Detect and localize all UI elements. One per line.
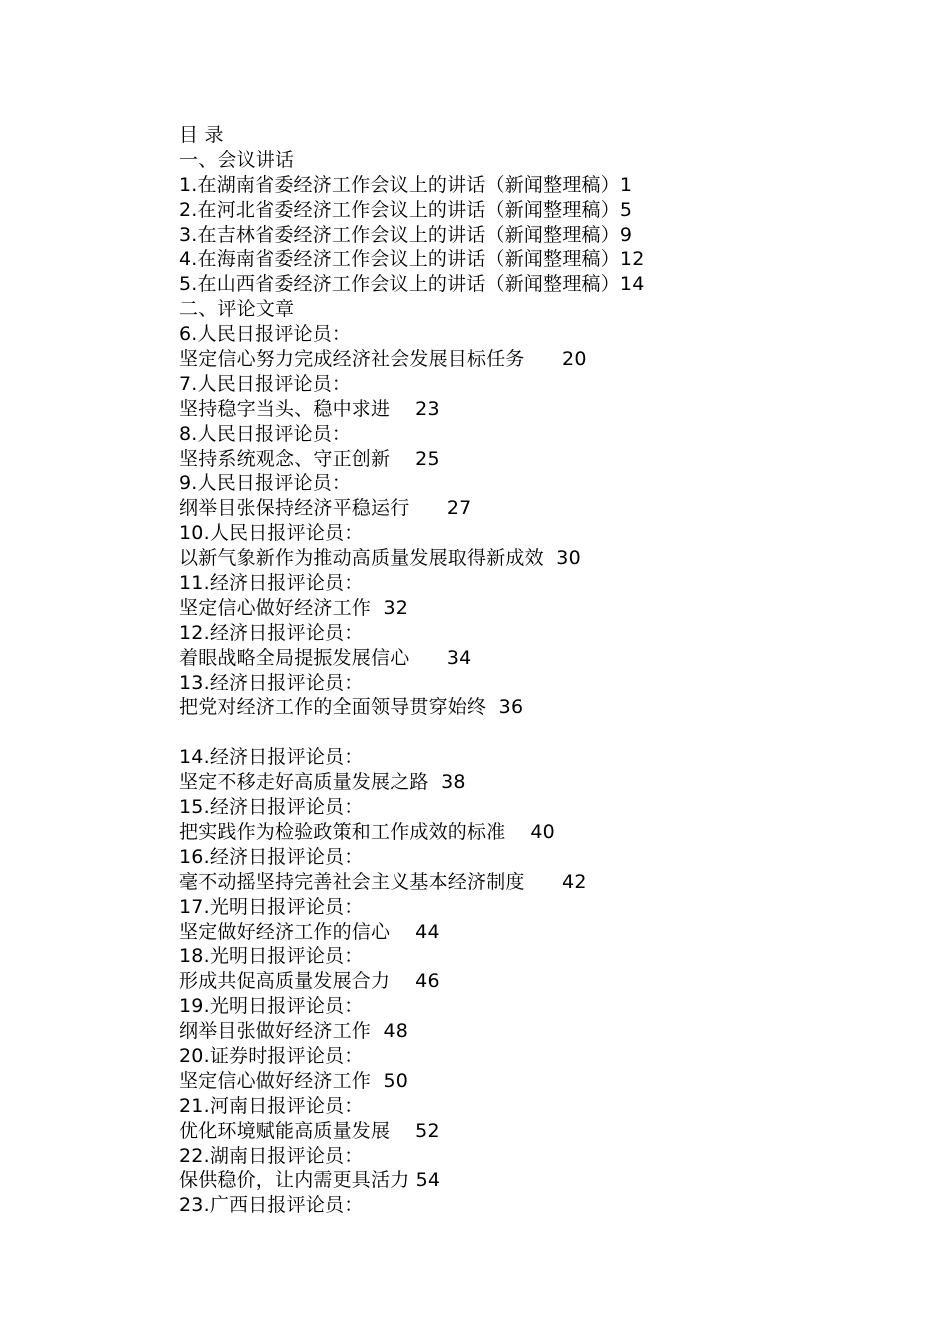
toc-entry-title: 把实践作为检验政策和工作成效的标准 40 xyxy=(179,820,555,843)
toc-entry-title: 坚定不移走好高质量发展之路 38 xyxy=(179,771,466,794)
toc-entry-title: 着眼战略全局提振发展信心 34 xyxy=(179,646,472,669)
toc-entry-author: 13.经济日报评论员： xyxy=(179,671,364,694)
toc-entry: 2.在河北省委经济工作会议上的讲话（新闻整理稿）5 xyxy=(179,198,633,221)
toc-entry-title: 形成共促高质量发展合力 46 xyxy=(179,970,440,993)
toc-entry-author: 7.人民日报评论员： xyxy=(179,372,352,395)
toc-title: 目 录 xyxy=(179,124,224,146)
toc-entry-author: 15.经济日报评论员： xyxy=(179,796,364,819)
toc-entry-title: 坚定做好经济工作的信心 44 xyxy=(179,920,440,943)
toc-entry-title: 毫不动摇坚持完善社会主义基本经济制度 42 xyxy=(179,870,587,893)
toc-entry-author: 10.人民日报评论员： xyxy=(179,522,364,545)
toc-entry-title: 坚定信心做好经济工作 50 xyxy=(179,1069,409,1092)
toc-entry-author: 18.光明日报评论员： xyxy=(179,945,364,968)
toc-entry-author: 19.光明日报评论员： xyxy=(179,995,364,1018)
toc-entry-title: 把党对经济工作的全面领导贯穿始终 36 xyxy=(179,696,524,719)
toc-entry-title: 纲举目张做好经济工作 48 xyxy=(179,1020,409,1043)
toc-entry-author: 12.经济日报评论员： xyxy=(179,621,364,644)
toc-entry-author: 17.光明日报评论员： xyxy=(179,895,364,918)
toc-entry-author: 22.湖南日报评论员： xyxy=(179,1144,364,1167)
toc-entry-author: 23.广西日报评论员： xyxy=(179,1194,364,1217)
toc-entry-author: 8.人民日报评论员： xyxy=(179,422,352,445)
toc-entry-title: 以新气象新作为推动高质量发展取得新成效 30 xyxy=(179,547,581,570)
section-heading: 一、会议讲话 xyxy=(179,148,295,171)
toc-entry-author: 6.人民日报评论员： xyxy=(179,323,352,346)
toc-entry: 4.在海南省委经济工作会议上的讲话（新闻整理稿）12 xyxy=(179,248,645,271)
toc-entry-title: 纲举目张保持经济平稳运行 27 xyxy=(179,497,472,520)
toc-entry: 1.在湖南省委经济工作会议上的讲话（新闻整理稿）1 xyxy=(179,173,633,196)
toc-entry-title: 优化环境赋能高质量发展 52 xyxy=(179,1119,440,1142)
toc-entry-title: 坚持稳字当头、稳中求进 23 xyxy=(179,397,440,420)
toc-entry-title: 坚持系统观念、守正创新 25 xyxy=(179,447,440,470)
toc-entry: 5.在山西省委经济工作会议上的讲话（新闻整理稿）14 xyxy=(179,273,645,296)
toc-entry-author: 14.经济日报评论员： xyxy=(179,746,364,769)
toc-entry-author: 21.河南日报评论员： xyxy=(179,1094,364,1117)
toc-entry-title: 保供稳价，让内需更具活力 54 xyxy=(179,1169,441,1192)
toc-entry-author: 16.经济日报评论员： xyxy=(179,845,364,868)
toc-entry-title: 坚定信心做好经济工作 32 xyxy=(179,596,409,619)
table-of-contents xyxy=(179,123,879,1218)
toc-entry: 3.在吉林省委经济工作会议上的讲话（新闻整理稿）9 xyxy=(179,223,633,246)
toc-entry-author: 20.证券时报评论员： xyxy=(179,1044,364,1067)
toc-entry-author: 9.人民日报评论员： xyxy=(179,472,352,495)
blank-line xyxy=(179,720,879,745)
section-heading: 二、评论文章 xyxy=(179,298,295,321)
toc-entry-author: 11.经济日报评论员： xyxy=(179,572,364,595)
toc-entry-title: 坚定信心努力完成经济社会发展目标任务 20 xyxy=(179,348,587,371)
